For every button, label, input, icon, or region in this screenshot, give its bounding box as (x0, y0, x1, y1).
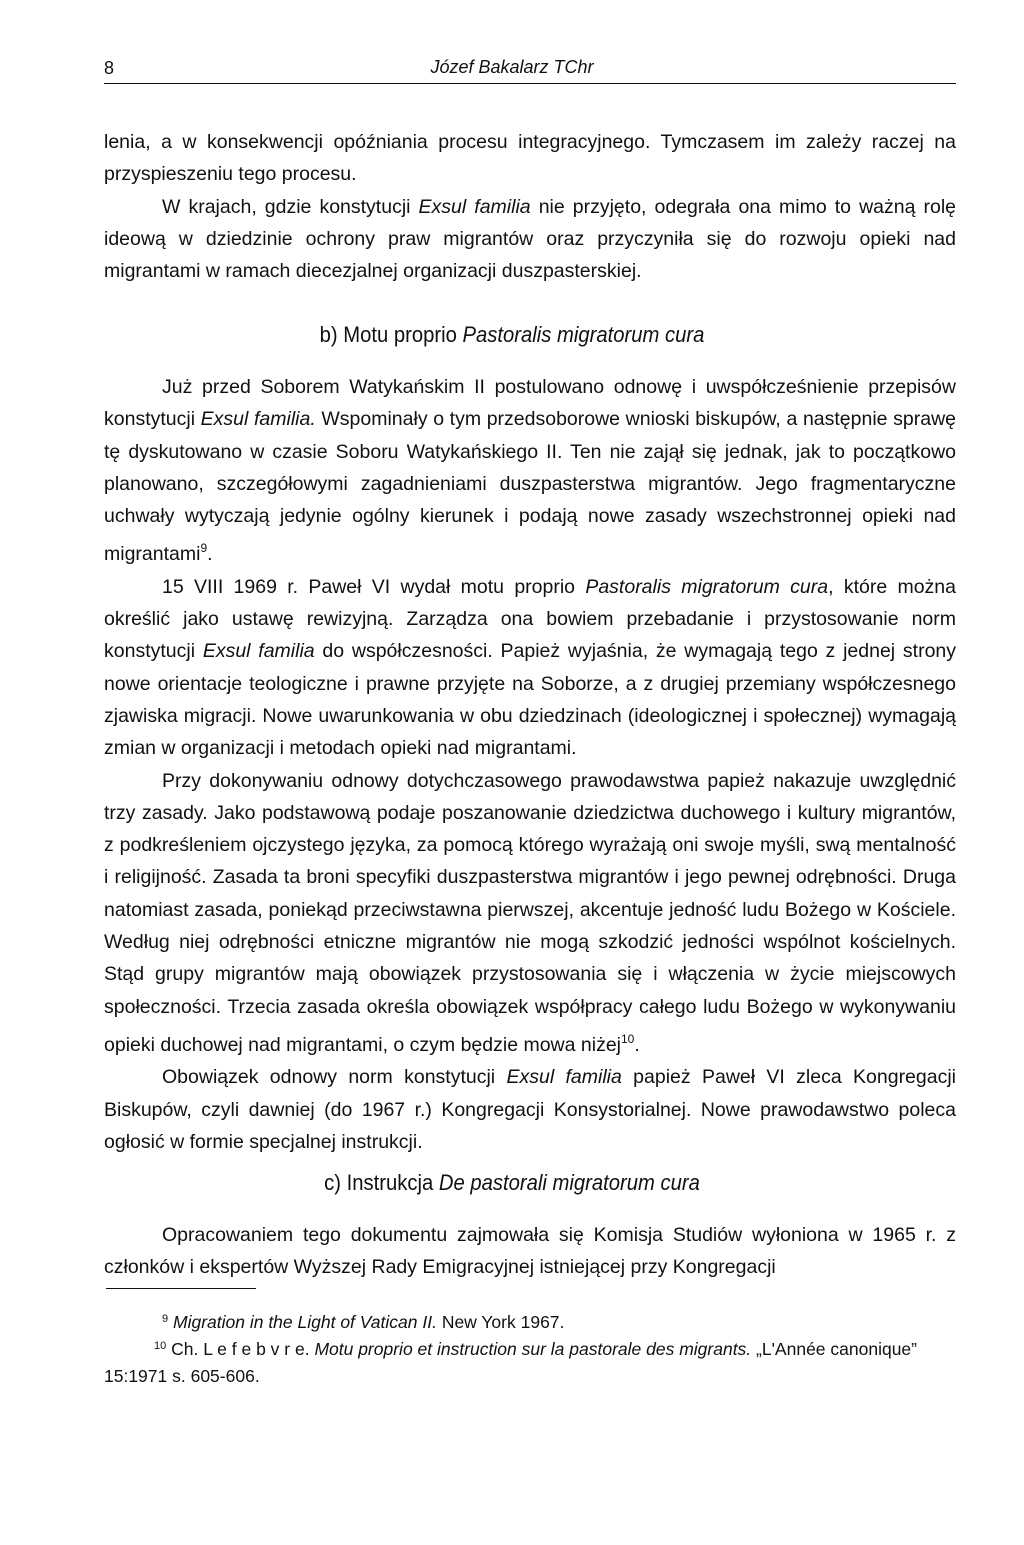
italic-title: Exsul familia (202, 640, 315, 663)
text-span: papież Paweł VI zleca Kongregacji Biskupów, czyli dawniej (do 1967 r.) Kongregacji Konsystorialnej. Nowe prawodawstwo poleca ogłosić w formie specjalnej instrukcji. (104, 1066, 957, 1153)
running-title: Józef Bakalarz TChr (430, 57, 594, 77)
paragraph (104, 191, 956, 288)
text-span: Już przed Soborem Watykańskim II postulowano odnowę i uwspółcześnienie przepisów konstytucji (104, 376, 956, 431)
paragraph (104, 1061, 956, 1158)
section-heading-c (41, 1170, 983, 1196)
text-span: Wspominały o tym przedsoborowe wnioski biskupów, a następnie sprawę tę dyskutowano w czasie Soboru Watykańskiego II. Ten nie zajął się jednak, jak to początkowo planowano, szczegółowymi zagadnieniami duszpasterstwa migrantów. Jego fragmentaryczne uchwały wytyczają jedynie ogólny kierunek i podają nowe zasady wszechstronnej opieki nad migrantami (104, 408, 957, 566)
paragraph (104, 371, 956, 571)
footnote-number: 10 (154, 1340, 167, 1352)
footnote-number: 9 (162, 1313, 169, 1325)
paragraph (104, 571, 956, 765)
text-span: . (207, 543, 213, 566)
footnote-ref: 10 (621, 1031, 635, 1046)
footnote-10 (104, 1333, 956, 1390)
paragraph (104, 765, 956, 1062)
page-number: 8 (104, 58, 115, 78)
text-span: nie przyjęto, odegrała ona mimo to ważną rolę ideową w dziedzinie ochrony praw migrantów oraz przyczyniła się do rozwoju opieki nad migrantami w ramach diecezjalnej organizacji duszpasterskiej. (104, 195, 956, 283)
footnote-text: „L'Année canonique” 15:1971 s. 605-606. (104, 1339, 917, 1386)
italic-title: Exsul familia. (200, 408, 316, 431)
text-span: Obowiązek odnowy norm konstytucji (162, 1066, 507, 1089)
heading-italic: De pastorali migratorum cura (438, 1170, 700, 1195)
text-span: do współczesności. Papież wyjaśnia, że wymagają tego z jednej strony nowe orientacje teologiczne i prawne przyjęte na Soborze, a z drugiej przemiany współczesnego zjawiska migracji. Nowe uwarunkowania w obu dziedzinach (ideologicznej i społecznej) wymagają zmian w organizacji i metodach opieki nad migrantami. (104, 640, 957, 760)
text-span: Przy dokonywaniu odnowy dotychczasowego prawodawstwa papież nakazuje uwzględnić trzy zasady. Jako podstawową podaje poszanowanie dziedzictwa duchowego i kultury migrantów, z podkreśleniem ojczystego języka, za pomocą którego wyrażają oni swoje myśli, swą mentalność i religijność. Zasada ta broni specyfiki duszpasterstwa migrantów i jego pewnej odrębności. Druga natomiast zasada, poniekąd przeciwstawna pierwszej, akcentuje jedność ludu Bożego w Kościele. Według niej odrębności etniczne migrantów nie mogą szkodzić jedności wspólnot kościelnych. Stąd grupy migrantów mają obowiązek przystosowania się i włączenia w życie miejscowych społeczności. Trzecia zasada określa obowiązek współpracy całego ludu Bożego w wykonywaniu opieki duchowej nad migrantami, o czym będzie mowa niżej (104, 769, 956, 1056)
text-block-bottom (104, 1219, 956, 1284)
footnote-text: New York 1967. (436, 1312, 565, 1332)
paragraph: lenia, a w konsekwencji opóźniania procesu integracyjnego. Tymczasem im zależy raczej na przyspieszeniu tego procesu. (104, 131, 956, 186)
italic-title: Exsul familia (506, 1066, 622, 1089)
text-block-middle (104, 371, 956, 1158)
footnote-author: Ch. L e f e b v r e. (171, 1339, 315, 1359)
footnote-title: Migration in the Light of Vatican II. (173, 1312, 437, 1332)
footnote-title: Motu proprio et instruction sur la pastorale des migrants. (314, 1339, 752, 1359)
text-block-top (104, 126, 956, 287)
text-span: . (634, 1033, 640, 1056)
heading-label: b) Motu proprio (319, 322, 463, 347)
heading-label: c) Instrukcja (324, 1170, 439, 1195)
text-span: 15 VIII 1969 r. Paweł VI wydał motu proprio (162, 575, 586, 598)
text-span: , które można określić jako ustawę rewizyjną. Zarządza ona bowiem przebadanie i przystosowanie norm konstytucji (104, 575, 956, 663)
section-heading-b (41, 322, 983, 348)
footnote-rule (106, 1288, 256, 1289)
heading-italic: Pastoralis migratorum cura (462, 322, 705, 347)
footnote-9 (104, 1306, 956, 1336)
footnote-ref: 9 (200, 541, 208, 556)
italic-title: Pastoralis migratorum cura (585, 575, 829, 598)
italic-title: Exsul familia (418, 195, 531, 218)
header-rule (104, 83, 956, 84)
text-span: W krajach, gdzie konstytucji (162, 195, 419, 218)
paragraph: Opracowaniem tego dokumentu zajmowała się Komisja Studiów wyłoniona w 1965 r. z członków i ekspertów Wyższej Rady Emigracyjnej istniejącej przy Kongregacji (104, 1224, 956, 1279)
